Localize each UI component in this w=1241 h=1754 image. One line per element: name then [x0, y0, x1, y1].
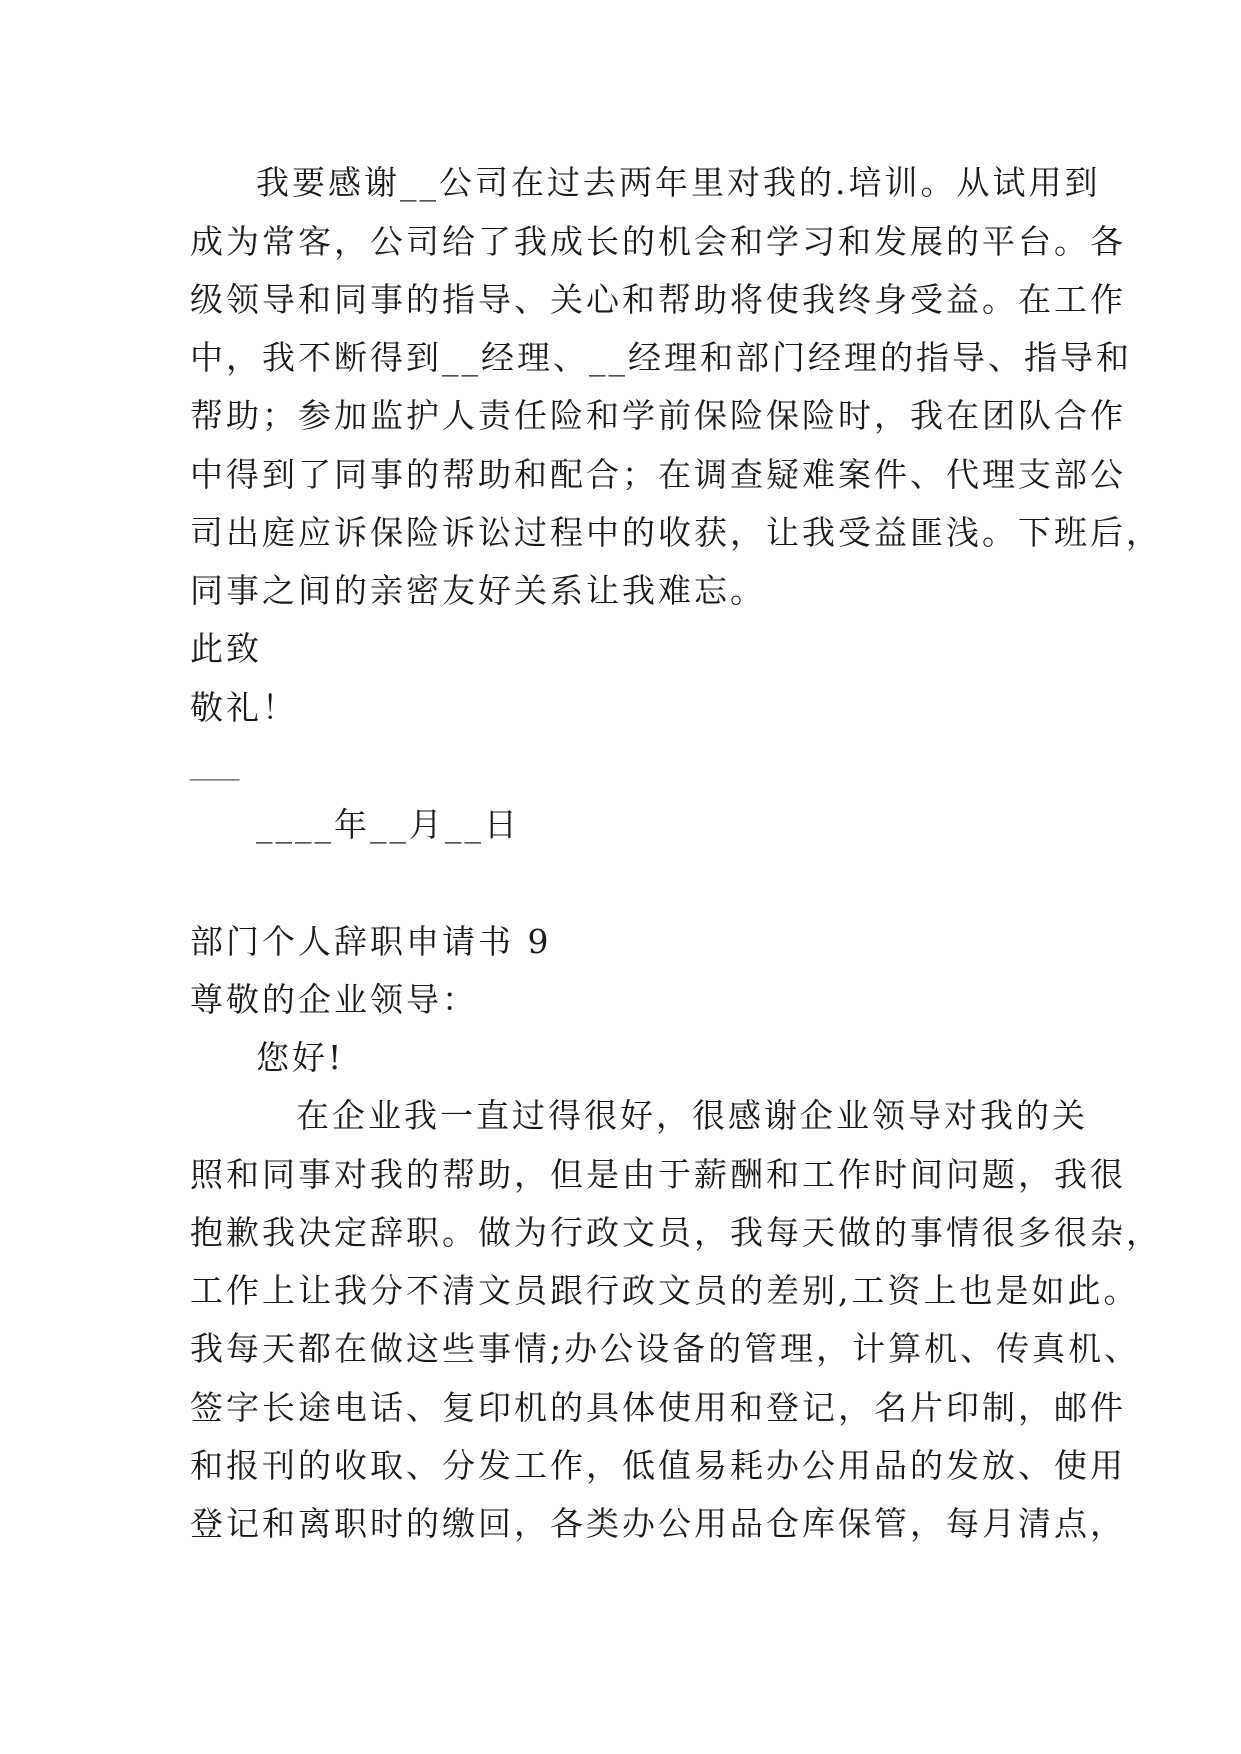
body-paragraph-line: 和报刊的收取、分发工作，低值易耗办公用品的发放、使用: [190, 1446, 1126, 1485]
closing-paragraph-line: 中得到了同事的帮助和配合；在调查疑难案件、代理支部公: [190, 455, 1126, 494]
body-paragraph-line: 我每天都在做这些事情;办公设备的管理，计算机、传真机、: [190, 1329, 1141, 1368]
greeting: 您好!: [256, 1038, 345, 1077]
closing-paragraph-line: 帮助；参加监护人责任险和学前保险保险时，我在团队合作: [190, 396, 1126, 435]
salutation-close: 此致: [190, 629, 262, 668]
closing-paragraph-line: 级领导和同事的指导、关心和帮助将使我终身受益。在工作: [190, 280, 1126, 319]
closing-paragraph-line: 中，我不断得到__经理、__经理和部门经理的指导、指导和: [190, 338, 1132, 377]
body-paragraph-line: 工作上让我分不清文员跟行政文员的差别,工资上也是如此。: [190, 1271, 1140, 1310]
body-paragraph-line: 在企业我一直过得很好，很感谢企业领导对我的关: [296, 1096, 1088, 1135]
signature-blank: ___: [190, 742, 240, 781]
addressee: 尊敬的企业领导：: [190, 980, 478, 1019]
body-paragraph-line: 登记和离职时的缴回，各类办公用品仓库保管，每月清点，: [190, 1504, 1126, 1543]
closing-paragraph-line: 我要感谢__公司在过去两年里对我的.培训。从试用到: [256, 163, 1101, 202]
closing-paragraph-line: 司出庭应诉保险诉讼过程中的收获，让我受益匪浅。下班后，: [190, 513, 1162, 552]
body-paragraph-line: 抱歉我决定辞职。做为行政文员，我每天做的事情很多很杂，: [190, 1213, 1162, 1252]
closing-paragraph-line: 同事之间的亲密友好关系让我难忘。: [190, 571, 766, 610]
regards: 敬礼！: [190, 688, 298, 727]
body-paragraph-line: 照和同事对我的帮助，但是由于薪酬和工作时间问题，我很: [190, 1155, 1126, 1194]
date-line: ____年__月__日: [256, 805, 520, 844]
closing-paragraph-line: 成为常客，公司给了我成长的机会和学习和发展的平台。各: [190, 222, 1126, 261]
section-title: 部门个人辞职申请书 9: [190, 922, 552, 961]
body-paragraph-line: 签字长途电话、复印机的具体使用和登记，名片印制，邮件: [190, 1388, 1126, 1427]
